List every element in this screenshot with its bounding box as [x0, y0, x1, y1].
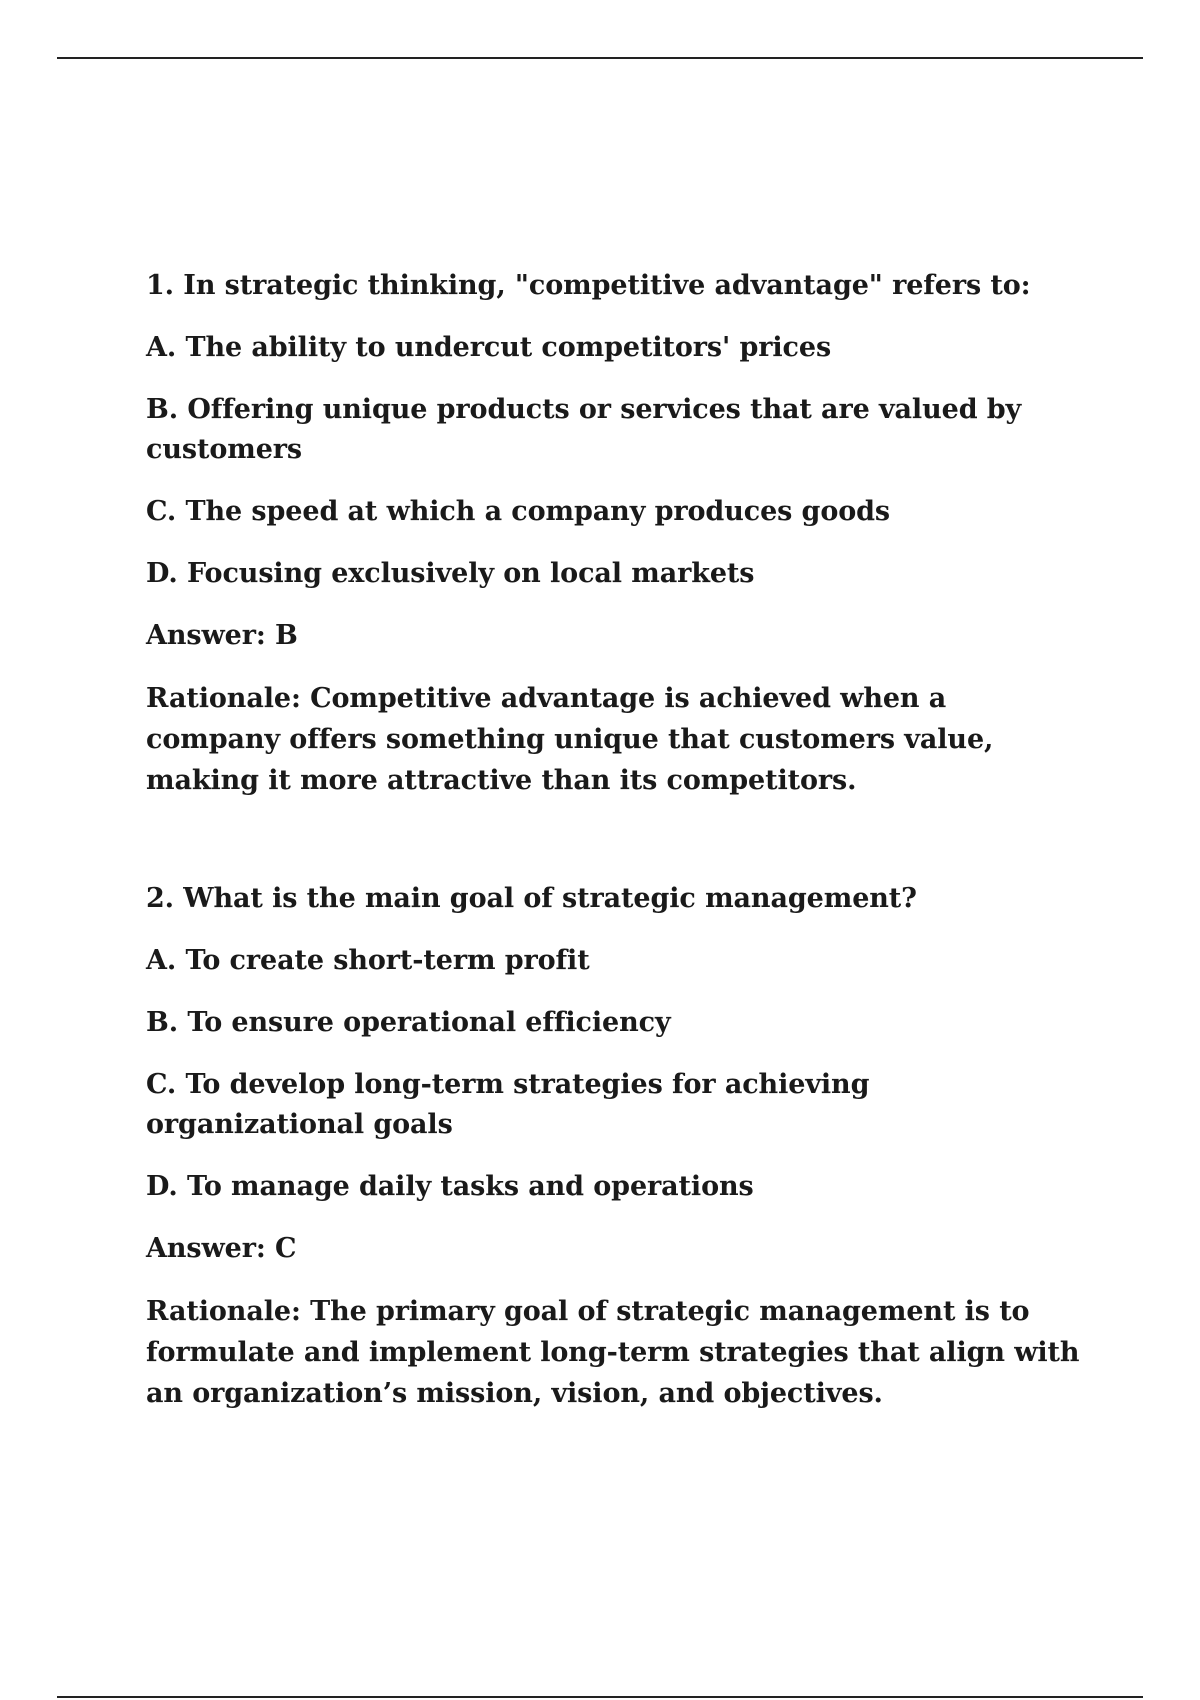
option-d: D. To manage daily tasks and operations: [146, 1171, 754, 1202]
rationale-text: Rationale: The primary goal of strategic management is to formulate and implement long-term strategies that align with an organization’s mission, vision, and objectives.: [146, 1296, 1080, 1409]
option-c: C. The speed at which a company produces goods: [146, 496, 891, 527]
header-rule: [57, 57, 1143, 59]
document-body: [146, 266, 1086, 1414]
option-b: B. To ensure operational efficiency: [146, 1007, 671, 1038]
footer-rule: [57, 1696, 1143, 1698]
rationale-text: Rationale: Competitive advantage is achieved when a company offers something unique that customers value, making it more attractive than its competitors.: [146, 683, 994, 796]
answer-text: Answer: C: [146, 1233, 297, 1264]
question-text: 1. In strategic thinking, "competitive advantage" refers to:: [146, 270, 1031, 301]
question-block-2: [146, 879, 1086, 1414]
answer-text: Answer: B: [146, 620, 298, 651]
option-b: B. Offering unique products or services that are valued by customers: [146, 394, 1022, 465]
option-c: C. To develop long-term strategies for achieving organizational goals: [146, 1069, 870, 1140]
option-d: D. Focusing exclusively on local markets: [146, 558, 755, 589]
question-block-1: [146, 266, 1086, 801]
option-a: A. The ability to undercut competitors' prices: [146, 332, 832, 363]
question-text: 2. What is the main goal of strategic management?: [146, 883, 917, 914]
option-a: A. To create short-term profit: [146, 945, 590, 976]
